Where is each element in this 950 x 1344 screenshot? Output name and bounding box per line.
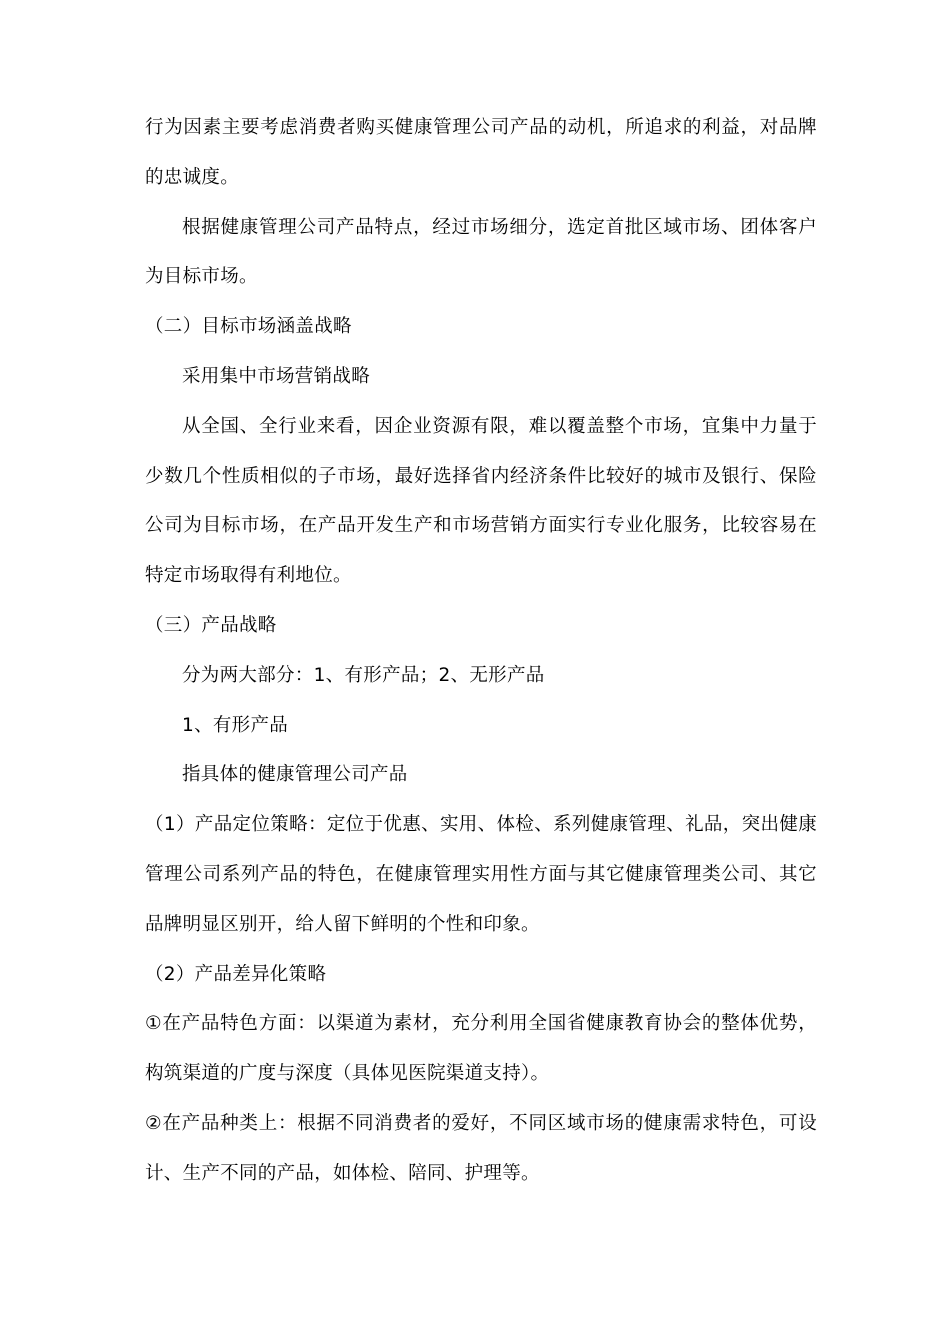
- heading-target-market-coverage: （二）目标市场涵盖战略: [145, 316, 352, 338]
- heading-differentiation-strategy: （2）产品差异化策略: [145, 963, 327, 985]
- paragraph-two-parts: 分为两大部分：1、有形产品；2、无形产品: [182, 664, 545, 686]
- paragraph-positioning-strategy: （1）产品定位策略：定位于优惠、实用、体检、系列健康管理、礼品，突出健康管理公司系列产品的特色，在健康管理实用性方面与其它健康管理类公司、其它品牌明显区别开，给人留下鲜明的个性和印象。: [145, 814, 817, 935]
- heading-tangible-product: 1、有形产品: [182, 714, 289, 736]
- paragraph-national-industry-view: 从全国、全行业来看，因企业资源有限，难以覆盖整个市场，宜集中力量于少数几个性质相似的子市场，最好选择省内经济条件比较好的城市及银行、保险公司为目标市场，在产品开发生产和市场营销方面实行专业化服务，比较容易在特定市场取得有利地位。: [145, 415, 817, 587]
- paragraph-product-features: ①在产品特色方面：以渠道为素材，充分利用全国省健康教育协会的整体优势，构筑渠道的广度与深度（具体见医院渠道支持）。: [145, 1013, 817, 1085]
- paragraph-concentrated-marketing: 采用集中市场营销战略: [182, 365, 371, 387]
- paragraph-product-types: ②在产品种类上：根据不同消费者的爱好，不同区域市场的健康需求特色，可设计、生产不同的产品，如体检、陪同、护理等。: [145, 1112, 817, 1184]
- paragraph-specific-products: 指具体的健康管理公司产品: [182, 764, 408, 786]
- paragraph-behavior-factors: 行为因素主要考虑消费者购买健康管理公司产品的动机，所追求的利益，对品牌的忠诚度。: [145, 117, 817, 188]
- heading-product-strategy: （三）产品战略: [145, 614, 277, 636]
- document-body: [145, 103, 817, 1199]
- paragraph-target-market-selection: 根据健康管理公司产品特点，经过市场细分，选定首批区域市场、团体客户为目标市场。: [145, 216, 817, 288]
